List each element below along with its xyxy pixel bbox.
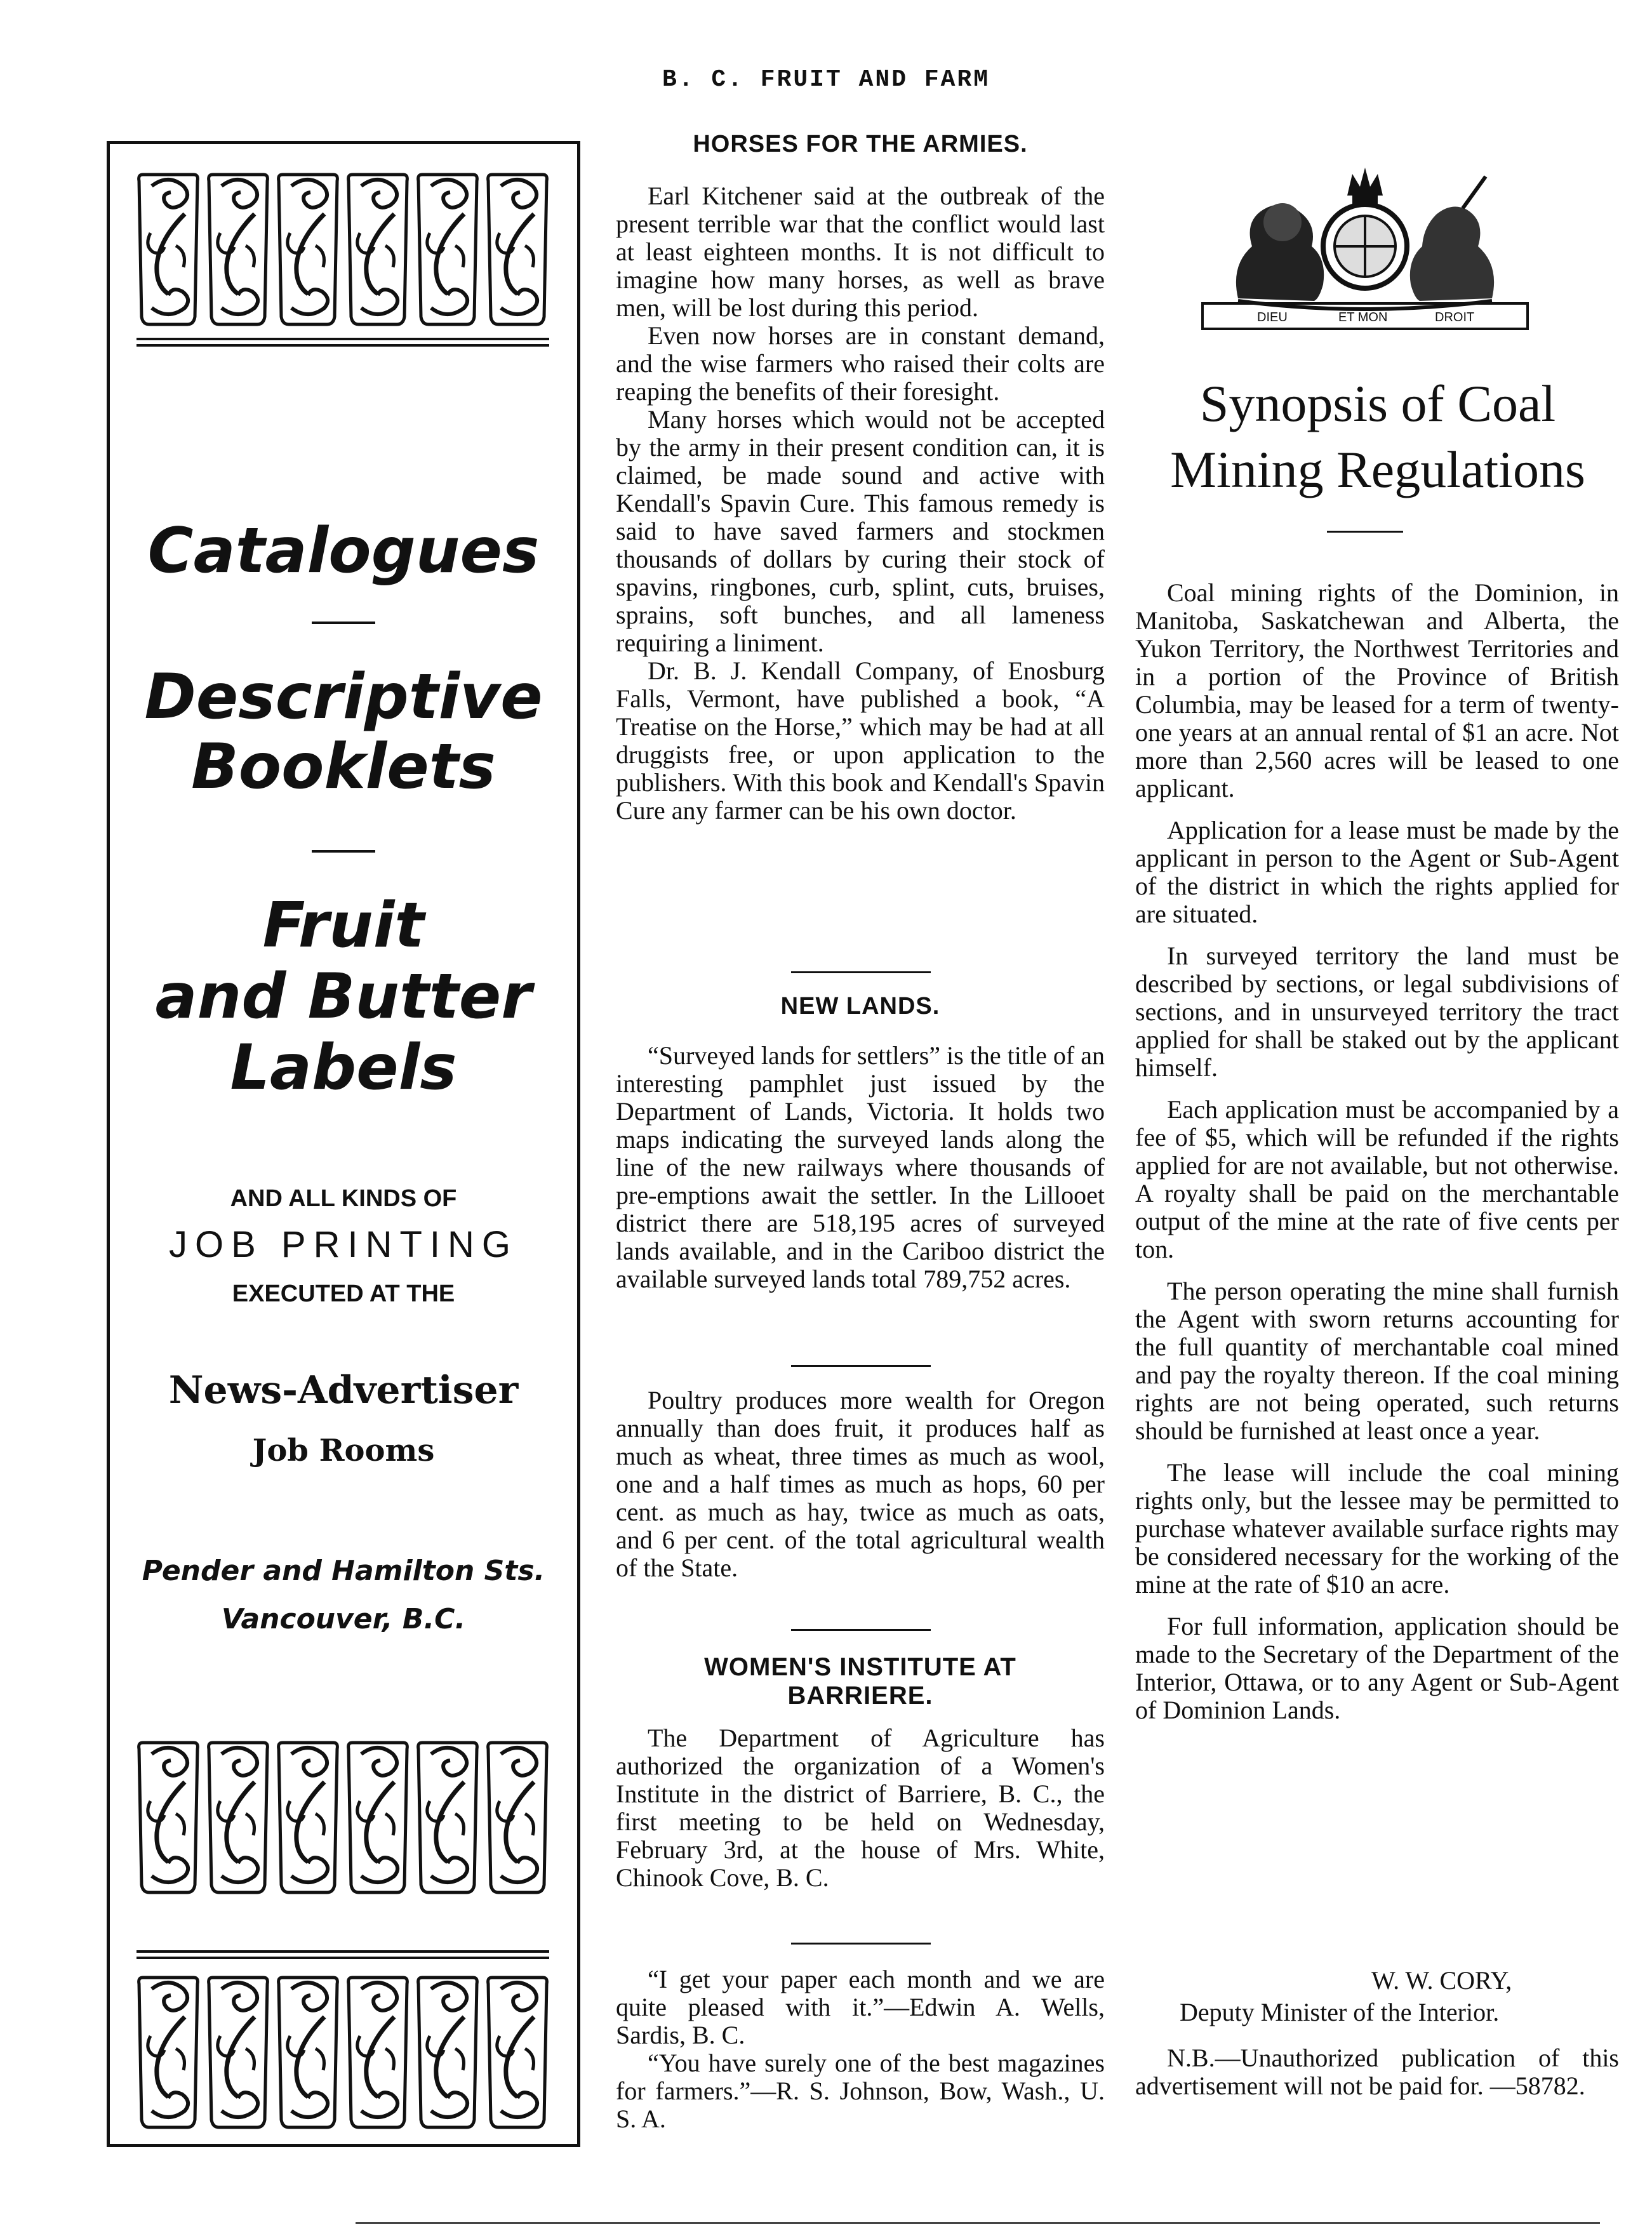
ad-job-rooms: Job Rooms <box>252 1433 435 1468</box>
ad-and-butter: and Butter <box>155 961 532 1033</box>
signer-title: Deputy Minister of the Interior. <box>1180 1998 1500 2026</box>
coal-regulations-body <box>1135 579 1619 1724</box>
horses-paragraph: Many horses which would not be accepted by the army in their present condition can, it is claimed, be made sound and active with Kendall's Spavin Cure. This famous remedy is said to have saved farmers and stockmen thousands of dollars by curing their stock of spavins, ringbones, curb, splint, cuts, bruises, sprains, soft bunches, and all lameness requiring a liniment. <box>616 405 1105 657</box>
section-rule <box>1327 531 1403 533</box>
letter-quote: “I get your paper each month and we are quite pleased with it.”—Edwin A. Wells, Sardis, B. C. <box>616 1965 1105 2049</box>
ornament-border-bottom <box>137 1972 549 2131</box>
coal-nb-notice <box>1135 2044 1619 2100</box>
nb-paragraph: N.B.—Unauthorized publication of this advertisement will not be paid for. —58782. <box>1135 2044 1619 2100</box>
motto-word: DIEU <box>1257 310 1288 324</box>
motto-word: DROIT <box>1435 310 1475 324</box>
horses-paragraph: Earl Kitchener said at the outbreak of the present terrible war that the conflict would last at least eighteen months. It is not difficult to imagine how many horses, as well as brave men, will be lost during this period. <box>616 182 1105 322</box>
ornament-icon <box>416 170 479 328</box>
womens-title-line1: WOMEN'S INSTITUTE AT <box>704 1653 1016 1681</box>
article-horses <box>616 131 1105 825</box>
section-rule <box>791 1943 931 1945</box>
ad-labels: Labels <box>230 1032 457 1104</box>
motto-word: ET MON <box>1338 310 1388 324</box>
coal-paragraph: The lease will include the coal mining rights only, but the lessee may be permitted to purchase whatever available surface rights may be considered necessary for the working of the mine at the rate of $10 an acre. <box>1135 1458 1619 1599</box>
ornament-icon <box>206 1738 270 1896</box>
ornament-icon <box>486 170 549 328</box>
ornament-border-top <box>137 170 549 328</box>
ad-executed: EXECUTED AT THE <box>232 1280 455 1307</box>
ornament-icon <box>276 170 340 328</box>
ornament-icon <box>346 170 410 328</box>
poultry-paragraph: Poultry produces more wealth for Oregon annually than does fruit, it produces half as much as wheat, three times as much as wool, one and a half times as much as hops, 60 per cent. as much as hay, twice as much as oats, and 6 per cent. of the total agricultural wealth of the State. <box>616 1386 1105 1582</box>
coal-paragraph: Each application must be accompanied by a fee of $5, which will be refunded if the rights applied for are not available, but not otherwise. A royalty shall be paid on the merchantable output of the mine at the rate of five cents per ton. <box>1135 1095 1619 1263</box>
letter-quote: “You have surely one of the best magazines for farmers.”—R. S. Johnson, Bow, Wash., U. S. A. <box>616 2049 1105 2133</box>
ornament-icon <box>276 1972 340 2131</box>
article-poultry <box>616 1386 1105 1582</box>
ad-fruit: Fruit <box>262 889 425 962</box>
running-title: B. C. FRUIT AND FARM <box>662 66 990 93</box>
womens-title-line2: BARRIERE. <box>787 1682 933 1710</box>
coal-title-line2: Mining Regulations <box>1170 441 1585 498</box>
printing-advertisement <box>107 141 580 2147</box>
coal-paragraph: Coal mining rights of the Dominion, in Manitoba, Saskatchewan and Alberta, the Yukon Territory, the Northwest Territories and in a portion of the Province of British Columbia, may be leased for a term of twenty-one years at an annual rental of $1 an acre. Not more than 2,560 acres will be leased to one applicant. <box>1135 578 1619 802</box>
ad-newspaper-name: News-Advertiser <box>168 1368 519 1413</box>
coal-title-line1: Synopsis of Coal <box>1199 375 1556 432</box>
horses-title: HORSES FOR THE ARMIES. <box>693 131 1028 157</box>
ornament-icon <box>486 1972 549 2131</box>
coal-paragraph: Application for a lease must be made by the applicant in person to the Agent or Sub-Agent of the district in which the rights applied for are situated. <box>1135 816 1619 928</box>
ad-descriptive: Descriptive <box>144 661 543 733</box>
ad-kinds: AND ALL KINDS OF <box>230 1185 457 1212</box>
horses-paragraph: Dr. B. J. Kendall Company, of Enosburg Falls, Vermont, have published a book, “A Treatise on the Horse,” which may be had at all druggists free, or upon application to the publishers. With this book and Kendall's Spavin Cure any farmer can be his own doctor. <box>616 656 1105 825</box>
ornament-icon <box>416 1972 479 2131</box>
ornament-icon <box>346 1738 410 1896</box>
ornament-icon <box>346 1972 410 2131</box>
reader-letters <box>616 1965 1105 2133</box>
ad-address-city: Vancouver, B.C. <box>221 1603 466 1635</box>
coal-paragraph: For full information, application should be made to the Secretary of the Department of the Interior, Ottawa, or to any Agent or Sub-Agent of Dominion Lands. <box>1135 1612 1619 1724</box>
new-lands-paragraph: “Surveyed lands for settlers” is the title of an interesting pamphlet just issued by the Department of Lands, Victoria. It holds two maps indicating the surveyed lands along the line of the new railways where thousands of pre-emptions await the settler. In the Lillooet district there are 518,195 acres of surveyed lands available, and in the Cariboo district the available surveyed lands total 789,752 acres. <box>616 1041 1105 1293</box>
article-womens-institute <box>616 1653 1105 1892</box>
womens-paragraph: The Department of Agriculture has authorized the organization of a Women's Institute in the district of Barriere, B. C., the first meeting to be held on Wednesday, February 3rd, at the house of Mrs. White, Chinook Cove, B. C. <box>616 1724 1105 1892</box>
ad-dash <box>312 850 375 853</box>
double-rule <box>137 1950 549 1959</box>
ornament-icon <box>137 170 200 328</box>
ornament-icon <box>486 1738 549 1896</box>
royal-coat-of-arms-icon <box>1200 151 1530 342</box>
ornament-icon <box>276 1738 340 1896</box>
page-bottom-rule <box>356 2222 1600 2224</box>
ornament-icon <box>206 170 270 328</box>
ad-address-street: Pender and Hamilton Sts. <box>142 1555 545 1587</box>
ornament-icon <box>137 1738 200 1896</box>
ornament-border-bottom <box>137 1738 549 1896</box>
article-new-lands <box>616 993 1105 1293</box>
new-lands-title: NEW LANDS. <box>780 993 940 1020</box>
ad-job-printing: JOB PRINTING <box>168 1224 519 1265</box>
ornament-icon <box>416 1738 479 1896</box>
ad-catalogues: Catalogues <box>147 515 540 587</box>
ad-dash <box>312 622 375 624</box>
ornament-icon <box>137 1972 200 2131</box>
double-rule <box>137 338 549 347</box>
ornament-icon <box>206 1972 270 2131</box>
section-rule <box>791 1365 931 1367</box>
coal-paragraph: The person operating the mine shall furnish the Agent with sworn returns accounting for the full quantity of merchantable coal mined and pay the royalty thereon. If the coal mining rights are not being operated, such returns should be furnished at least once a year. <box>1135 1277 1619 1445</box>
signer-name: W. W. CORY, <box>1371 1966 1512 1995</box>
coal-paragraph: In surveyed territory the land must be described by sections, or legal subdivisions of sections, and in unsurveyed territory the tract applied for shall be staked out by the applicant himself. <box>1135 941 1619 1082</box>
ad-booklets: Booklets <box>191 731 496 803</box>
section-rule <box>791 1629 931 1631</box>
section-rule <box>791 971 931 973</box>
horses-paragraph: Even now horses are in constant demand, and the wise farmers who raised their colts are reaping the benefits of their foresight. <box>616 321 1105 406</box>
